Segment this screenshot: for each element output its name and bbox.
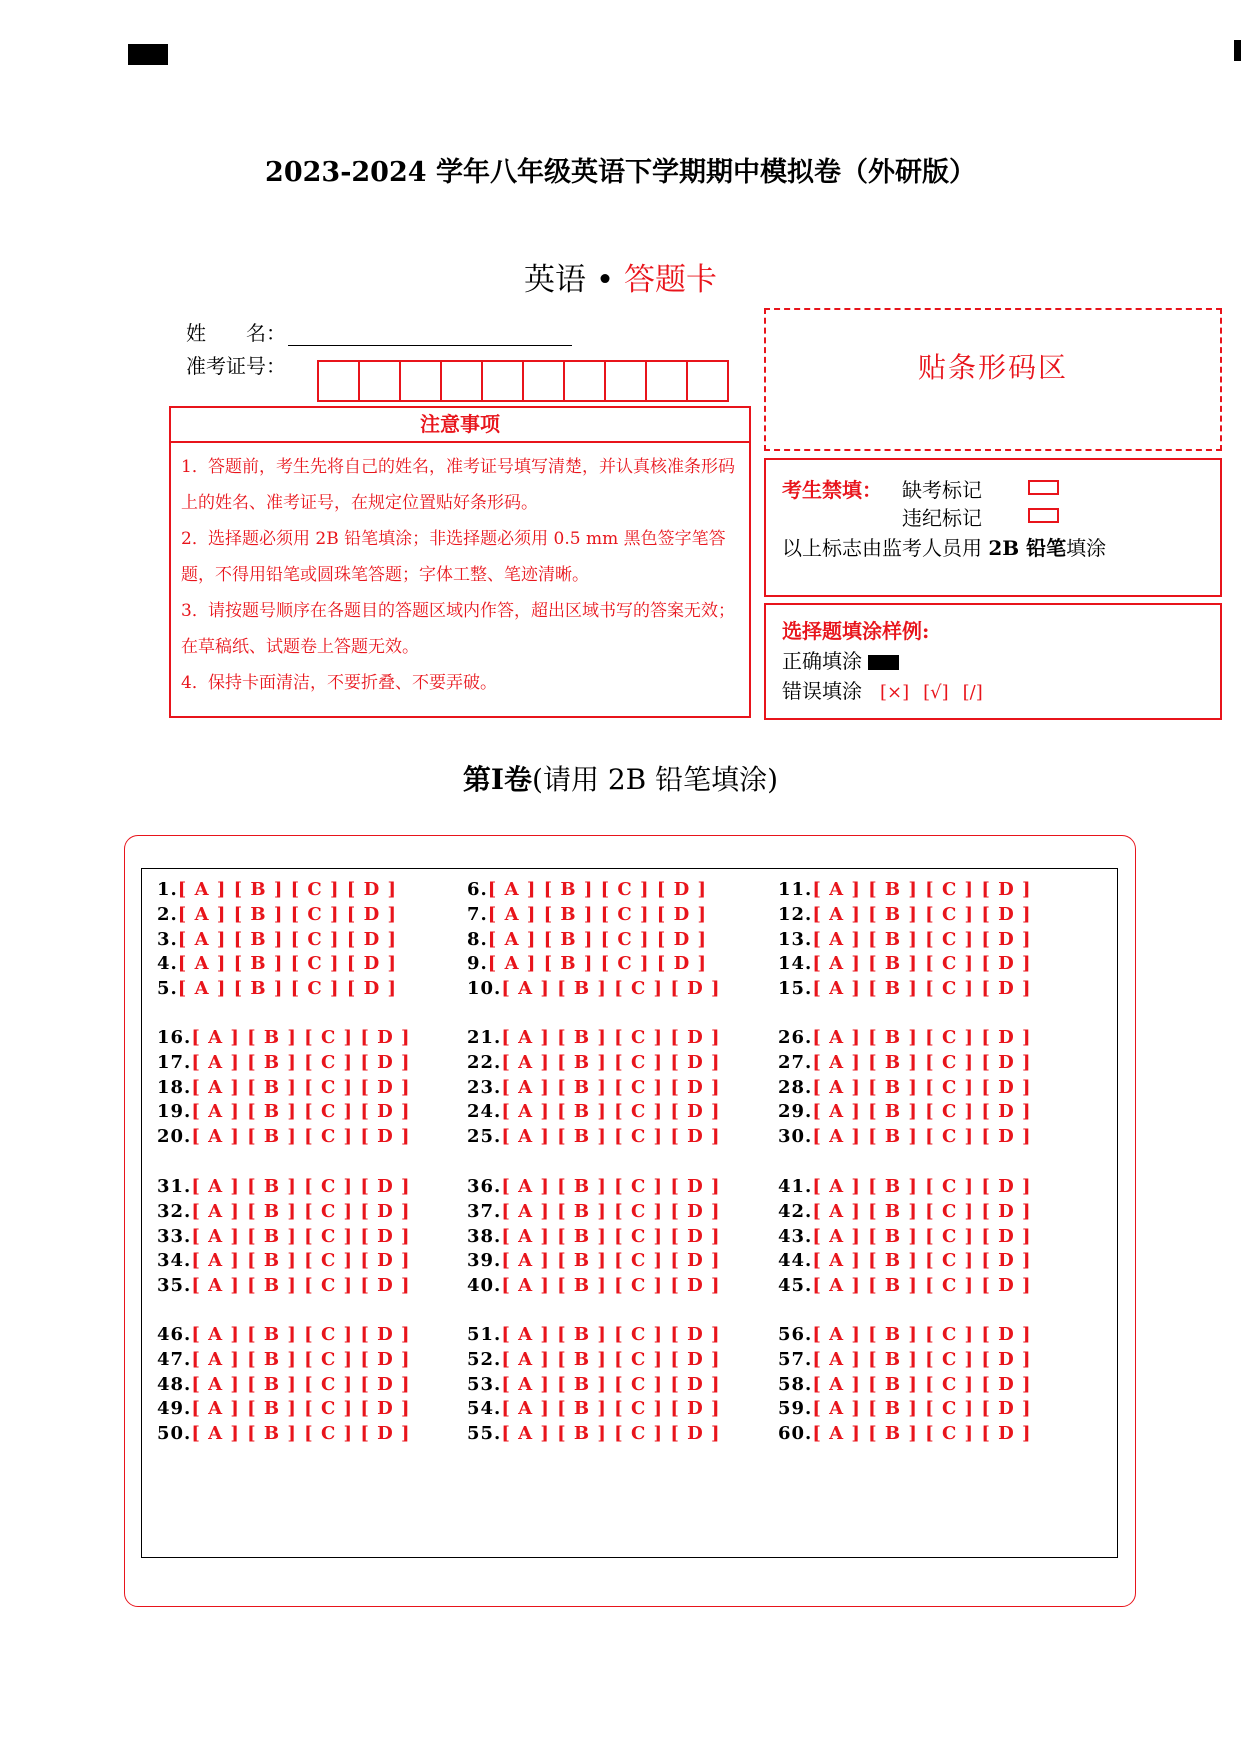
answer-row[interactable] (467, 929, 707, 950)
fill-sample-label: 选择题填涂样例: (782, 619, 930, 643)
answer-row[interactable] (467, 1349, 721, 1370)
answer-row[interactable] (778, 879, 1032, 900)
question-number: 36. (467, 1176, 502, 1197)
answer-options[interactable]: [ A ] [ B ] [ C ] [ D ] (812, 1373, 1032, 1395)
correct-fill-example: 正确填涂 (782, 645, 899, 674)
notice-item-2: 2．选择题必须用 2B 铅笔填涂；非选择题必须用 0.5 mm 黑色签字笔答题，不得用铅笔或圆珠笔答题；字体工整、笔迹清晰。 (181, 529, 726, 585)
id-digit-box[interactable] (442, 362, 483, 400)
answer-row[interactable] (778, 1250, 1032, 1271)
question-number: 55. (467, 1423, 502, 1445)
question-number: 52. (467, 1348, 502, 1370)
question-number: 26. (778, 1027, 813, 1048)
answer-options[interactable]: [ A ] [ B ] [ C ] [ D ] (191, 1348, 411, 1370)
question-number: 49. (157, 1398, 192, 1420)
question-number: 8. (467, 928, 488, 950)
answer-options[interactable]: [ A ] [ B ] [ C ] [ D ] (177, 953, 397, 975)
answer-row[interactable] (778, 904, 1032, 925)
answer-options[interactable]: [ A ] [ B ] [ C ] [ D ] (812, 953, 1032, 975)
question-number: 4. (157, 953, 178, 975)
answer-row[interactable] (467, 879, 707, 900)
question-number: 50. (157, 1423, 192, 1445)
card-title (0, 254, 1241, 299)
answer-options[interactable]: [ A ] [ B ] [ C ] [ D ] (812, 1275, 1032, 1297)
answer-row[interactable] (467, 1176, 721, 1197)
question-number: 60. (778, 1423, 813, 1445)
name-row (186, 317, 572, 346)
question-number: 13. (778, 928, 813, 950)
answer-options[interactable]: [ A ] [ B ] [ C ] [ D ] (812, 1101, 1032, 1123)
answer-row[interactable] (467, 1250, 721, 1271)
question-number: 58. (778, 1373, 813, 1395)
answer-row[interactable] (467, 1027, 721, 1048)
card-title-prefix: 英语 • (524, 262, 624, 298)
notice-body (169, 441, 751, 718)
answer-options[interactable]: [ A ] [ B ] [ C ] [ D ] (812, 1076, 1032, 1098)
question-number: 29. (778, 1101, 813, 1123)
question-number: 34. (157, 1250, 192, 1272)
answer-options[interactable]: [ A ] [ B ] [ C ] [ D ] (191, 1324, 411, 1345)
notice-item-1: 1．答题前，考生先将自己的姓名，准考证号填写清楚，并认真核准条形码上的姓名、准考证号，在规定位置贴好条形码。 (181, 457, 735, 513)
answer-options[interactable]: [ A ] [ B ] [ C ] [ D ] (191, 1101, 411, 1123)
answer-row[interactable] (467, 1126, 721, 1147)
id-digit-box[interactable] (319, 362, 360, 400)
answer-row[interactable] (157, 1275, 411, 1296)
answer-options[interactable]: [ A ] [ B ] [ C ] [ D ] (812, 903, 1032, 925)
question-number: 17. (157, 1051, 192, 1073)
answer-options[interactable]: [ A ] [ B ] [ C ] [ D ] (501, 1423, 721, 1445)
answer-row[interactable] (778, 953, 1032, 974)
question-number: 18. (157, 1076, 192, 1098)
answer-options[interactable]: [ A ] [ B ] [ C ] [ D ] (812, 1051, 1032, 1073)
answer-row[interactable] (467, 1398, 721, 1419)
question-number: 54. (467, 1398, 502, 1420)
answer-row[interactable] (778, 1101, 1032, 1122)
answer-options[interactable]: [ A ] [ B ] [ C ] [ D ] (812, 1200, 1032, 1222)
filled-block-icon (868, 655, 899, 670)
question-number: 57. (778, 1348, 813, 1370)
question-number: 39. (467, 1250, 502, 1272)
id-digit-box[interactable] (401, 362, 442, 400)
answer-row[interactable] (157, 953, 397, 974)
answer-options[interactable]: [ A ] [ B ] [ C ] [ D ] (191, 1225, 411, 1247)
answer-row[interactable] (157, 1226, 411, 1247)
answer-options[interactable]: [ A ] [ B ] [ C ] [ D ] (812, 1250, 1032, 1272)
answer-row[interactable] (778, 1374, 1032, 1395)
wrong-mark-cross: [×] (880, 682, 910, 703)
violation-mark-label: 违纪标记 (902, 506, 982, 530)
absent-mark-label: 缺考标记 (902, 478, 982, 502)
question-number: 21. (467, 1027, 502, 1048)
name-label: 姓 名： (186, 321, 286, 345)
question-number: 32. (157, 1200, 192, 1222)
answer-options[interactable]: [ A ] [ B ] [ C ] [ D ] (812, 1398, 1032, 1420)
question-number: 41. (778, 1176, 813, 1197)
question-number: 22. (467, 1051, 502, 1073)
answer-options[interactable]: [ A ] [ B ] [ C ] [ D ] (501, 1250, 721, 1272)
answer-row[interactable] (157, 1398, 411, 1419)
answer-row[interactable] (467, 1077, 721, 1098)
answer-row[interactable] (157, 1374, 411, 1395)
question-number: 27. (778, 1051, 813, 1073)
id-digit-box[interactable] (647, 362, 688, 400)
answer-row[interactable] (157, 1423, 411, 1444)
question-number: 12. (778, 903, 813, 925)
answer-row[interactable] (157, 978, 397, 999)
absent-mark-box[interactable] (1028, 480, 1059, 495)
examiner-only-box (764, 458, 1222, 597)
question-number: 46. (157, 1324, 192, 1345)
question-number: 23. (467, 1076, 502, 1098)
alignment-marker-right (1234, 40, 1241, 61)
question-number: 42. (778, 1200, 813, 1222)
answer-options[interactable]: [ A ] [ B ] [ C ] [ D ] (487, 953, 707, 975)
question-number: 24. (467, 1101, 502, 1123)
notice-item-3: 3．请按题号顺序在各题目的答题区域内作答，超出区域书写的答案无效；在草稿纸、试题卷上答题无效。 (181, 601, 735, 657)
barcode-label: 贴条形码区 (917, 351, 1068, 384)
section-title: 第I卷(请用 2B 铅笔填涂) (462, 763, 779, 796)
question-number: 45. (778, 1275, 813, 1297)
answer-row[interactable] (467, 904, 707, 925)
name-field[interactable] (288, 325, 572, 346)
answer-options[interactable]: [ A ] [ B ] [ C ] [ D ] (191, 1027, 411, 1048)
answer-options[interactable]: [ A ] [ B ] [ C ] [ D ] (177, 879, 397, 900)
answer-row[interactable] (778, 1423, 1032, 1444)
question-number: 56. (778, 1324, 813, 1345)
question-number: 31. (157, 1176, 192, 1197)
answer-options[interactable]: [ A ] [ B ] [ C ] [ D ] (812, 1348, 1032, 1370)
question-number: 14. (778, 953, 813, 975)
answer-options[interactable]: [ A ] [ B ] [ C ] [ D ] (177, 928, 397, 950)
answer-row[interactable] (467, 953, 707, 974)
question-number: 5. (157, 978, 178, 1000)
question-number: 47. (157, 1348, 192, 1370)
answer-row[interactable] (778, 1077, 1032, 1098)
answer-options[interactable]: [ A ] [ B ] [ C ] [ D ] (501, 1076, 721, 1098)
answer-row[interactable] (778, 1324, 1032, 1345)
answer-options[interactable]: [ A ] [ B ] [ C ] [ D ] (501, 1324, 721, 1345)
answer-options[interactable]: [ A ] [ B ] [ C ] [ D ] (501, 1027, 721, 1048)
answer-options[interactable]: [ A ] [ B ] [ C ] [ D ] (501, 1348, 721, 1370)
answer-options[interactable]: [ A ] [ B ] [ C ] [ D ] (501, 1126, 721, 1148)
barcode-area (764, 308, 1222, 451)
notice-item-4: 4．保持卡面清洁，不要折叠、不要弄破。 (181, 673, 497, 693)
answer-row[interactable] (157, 1201, 411, 1222)
id-digit-box[interactable] (606, 362, 647, 400)
id-label: 准考证号： (186, 354, 286, 378)
fill-sample-box (764, 603, 1222, 720)
answer-row[interactable] (467, 1052, 721, 1073)
answer-options[interactable]: [ A ] [ B ] [ C ] [ D ] (501, 1051, 721, 1073)
question-number: 25. (467, 1126, 502, 1148)
answer-row[interactable] (467, 1226, 721, 1247)
question-number: 20. (157, 1126, 192, 1148)
answer-options[interactable]: [ A ] [ B ] [ C ] [ D ] (177, 903, 397, 925)
answer-options[interactable]: [ A ] [ B ] [ C ] [ D ] (812, 1027, 1032, 1048)
question-number: 33. (157, 1225, 192, 1247)
id-number-boxes[interactable] (317, 360, 729, 402)
question-number: 59. (778, 1398, 813, 1420)
answer-row[interactable] (778, 978, 1032, 999)
answer-options[interactable]: [ A ] [ B ] [ C ] [ D ] (191, 1250, 411, 1272)
question-number: 19. (157, 1101, 192, 1123)
answer-options[interactable]: [ A ] [ B ] [ C ] [ D ] (501, 1275, 721, 1297)
answer-row[interactable] (778, 929, 1032, 950)
answer-row[interactable] (157, 1052, 411, 1073)
answer-row[interactable] (778, 1126, 1032, 1147)
id-digit-box[interactable] (483, 362, 524, 400)
question-number: 11. (778, 879, 813, 900)
answer-options[interactable]: [ A ] [ B ] [ C ] [ D ] (191, 1126, 411, 1148)
question-number: 44. (778, 1250, 813, 1272)
answer-options[interactable]: [ A ] [ B ] [ C ] [ D ] (501, 978, 721, 1000)
answer-row[interactable] (467, 978, 721, 999)
id-digit-box[interactable] (360, 362, 401, 400)
answer-row[interactable] (157, 879, 397, 900)
question-number: 16. (157, 1027, 192, 1048)
question-number: 15. (778, 978, 813, 1000)
question-number: 1. (157, 879, 178, 900)
answer-row[interactable] (157, 1324, 411, 1345)
alignment-marker-left (128, 44, 168, 65)
examiner-note: 以上标志由监考人员用 2B 铅笔填涂 (782, 536, 1107, 560)
violation-mark-box[interactable] (1028, 508, 1059, 523)
answer-options[interactable]: [ A ] [ B ] [ C ] [ D ] (812, 978, 1032, 1000)
answer-options[interactable]: [ A ] [ B ] [ C ] [ D ] (812, 1126, 1032, 1148)
id-digit-box[interactable] (565, 362, 606, 400)
question-number: 7. (467, 903, 488, 925)
answer-row[interactable] (467, 1423, 721, 1444)
answer-options[interactable]: [ A ] [ B ] [ C ] [ D ] (191, 1275, 411, 1297)
question-number: 3. (157, 928, 178, 950)
answer-row[interactable] (467, 1324, 721, 1345)
question-number: 51. (467, 1324, 502, 1345)
wrong-fill-example: 错误填涂 [×] [√] [/] (782, 679, 983, 703)
answer-row[interactable] (157, 1101, 411, 1122)
question-number: 53. (467, 1373, 502, 1395)
answer-options[interactable]: [ A ] [ B ] [ C ] [ D ] (812, 1324, 1032, 1345)
question-number: 6. (467, 879, 488, 900)
answer-row[interactable] (778, 1052, 1032, 1073)
answer-row[interactable] (157, 904, 397, 925)
answer-row[interactable] (157, 929, 397, 950)
id-digit-box[interactable] (524, 362, 565, 400)
question-number: 43. (778, 1225, 813, 1247)
answer-options[interactable]: [ A ] [ B ] [ C ] [ D ] (191, 1373, 411, 1395)
answer-row[interactable] (778, 1349, 1032, 1370)
answer-options[interactable]: [ A ] [ B ] [ C ] [ D ] (487, 903, 707, 925)
question-number: 10. (467, 978, 502, 1000)
answer-row[interactable] (157, 1250, 411, 1271)
question-number: 37. (467, 1200, 502, 1222)
answer-row[interactable] (778, 1398, 1032, 1419)
answer-options[interactable]: [ A ] [ B ] [ C ] [ D ] (501, 1398, 721, 1420)
answer-row[interactable] (157, 1077, 411, 1098)
answer-options[interactable]: [ A ] [ B ] [ C ] [ D ] (812, 928, 1032, 950)
answer-options[interactable]: [ A ] [ B ] [ C ] [ D ] (191, 1398, 411, 1420)
answer-options[interactable]: [ A ] [ B ] [ C ] [ D ] (487, 879, 707, 900)
wrong-mark-slash: [/] (962, 682, 983, 703)
question-number: 2. (157, 903, 178, 925)
answer-row[interactable] (157, 1027, 411, 1048)
answer-row[interactable] (467, 1201, 721, 1222)
question-number: 35. (157, 1275, 192, 1297)
answer-row[interactable] (778, 1027, 1032, 1048)
answer-options[interactable]: [ A ] [ B ] [ C ] [ D ] (191, 1051, 411, 1073)
answer-row[interactable] (467, 1101, 721, 1122)
answer-options[interactable]: [ A ] [ B ] [ C ] [ D ] (177, 978, 397, 1000)
answer-row[interactable] (778, 1201, 1032, 1222)
answer-options[interactable]: [ A ] [ B ] [ C ] [ D ] (501, 1225, 721, 1247)
question-number: 38. (467, 1225, 502, 1247)
answer-options[interactable]: [ A ] [ B ] [ C ] [ D ] (812, 1176, 1032, 1197)
answer-options[interactable]: [ A ] [ B ] [ C ] [ D ] (812, 1225, 1032, 1247)
answer-options[interactable]: [ A ] [ B ] [ C ] [ D ] (191, 1423, 411, 1445)
question-number: 9. (467, 953, 488, 975)
answer-options[interactable]: [ A ] [ B ] [ C ] [ D ] (812, 879, 1032, 900)
id-digit-box[interactable] (688, 362, 727, 400)
answer-options[interactable]: [ A ] [ B ] [ C ] [ D ] (487, 928, 707, 950)
answer-row[interactable] (467, 1374, 721, 1395)
examiner-only-label: 考生禁填： (782, 478, 882, 502)
answer-options[interactable]: [ A ] [ B ] [ C ] [ D ] (501, 1373, 721, 1395)
answer-row[interactable] (157, 1176, 411, 1197)
answer-options[interactable]: [ A ] [ B ] [ C ] [ D ] (812, 1423, 1032, 1445)
answer-row[interactable] (778, 1176, 1032, 1197)
answer-row[interactable] (778, 1275, 1032, 1296)
answer-row[interactable] (157, 1126, 411, 1147)
card-title-suffix: 答题卡 (624, 262, 717, 298)
document-title: 2023-2024 学年八年级英语下学期期中模拟卷（外研版） (265, 157, 976, 188)
question-number: 28. (778, 1076, 813, 1098)
answer-options[interactable]: [ A ] [ B ] [ C ] [ D ] (191, 1200, 411, 1222)
answer-options[interactable]: [ A ] [ B ] [ C ] [ D ] (501, 1101, 721, 1123)
answer-options[interactable]: [ A ] [ B ] [ C ] [ D ] (191, 1176, 411, 1197)
question-number: 30. (778, 1126, 813, 1148)
notice-heading: 注意事项 (169, 406, 751, 443)
answer-options[interactable]: [ A ] [ B ] [ C ] [ D ] (501, 1200, 721, 1222)
answer-options[interactable]: [ A ] [ B ] [ C ] [ D ] (501, 1176, 721, 1197)
wrong-mark-check: [√] (923, 682, 949, 703)
question-number: 40. (467, 1275, 502, 1297)
question-number: 48. (157, 1373, 192, 1395)
answer-options[interactable]: [ A ] [ B ] [ C ] [ D ] (191, 1076, 411, 1098)
answer-row[interactable] (467, 1275, 721, 1296)
answer-row[interactable] (157, 1349, 411, 1370)
answer-row[interactable] (778, 1226, 1032, 1247)
